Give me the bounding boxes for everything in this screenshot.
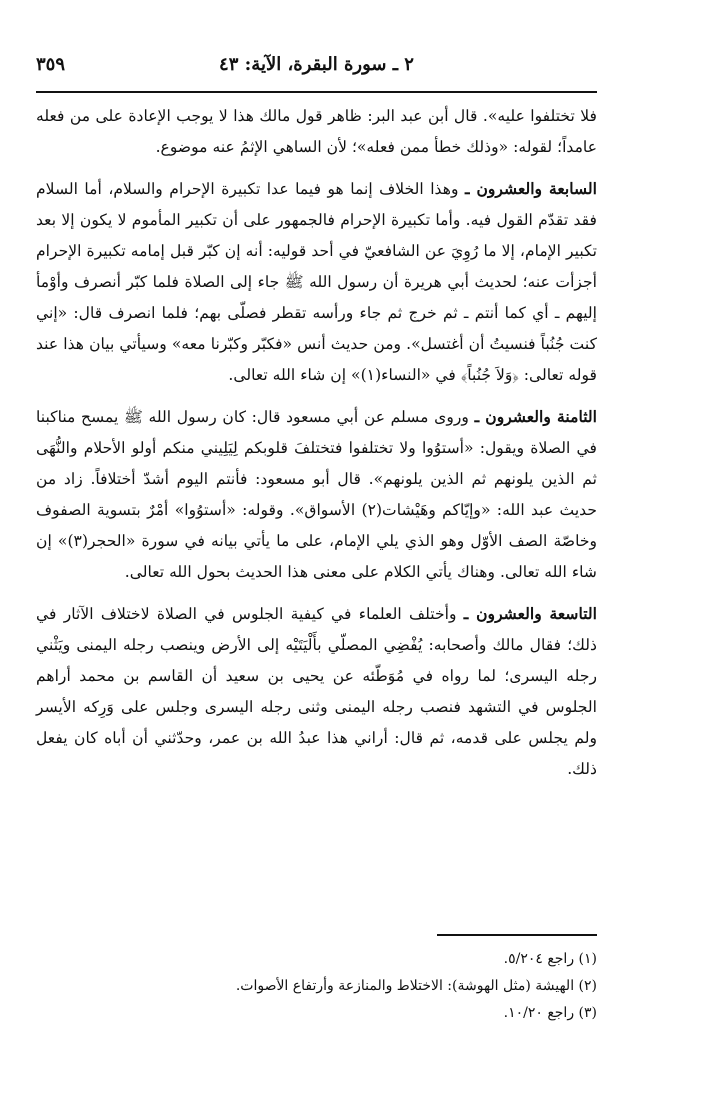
footnotes: [36, 946, 597, 1027]
paragraph-3: [36, 401, 597, 588]
header-rule: [36, 91, 597, 93]
footnote-2: (٢) الهيشة (مثل الهوشة): الاختلاط والمنازعة وأرتفاع الأصوات.: [235, 978, 597, 994]
running-header: [36, 48, 597, 88]
paragraph-4: [36, 598, 597, 785]
footnote-3: (٣) راجع ١٠/٢٠.: [503, 1005, 597, 1021]
paragraph-2: [36, 173, 597, 391]
paragraph-3-text: وروى مسلم عن أبي مسعود قال: كان رسول الله ﷺ يمسح مناكبنا في الصلاة ويقول: «أستوُوا ولا تختلفوا فتختلفَ قلوبكم لِيَلِيني منكم أولو الأحلام والنُّهَى ثم الذين يلونهم ثم الذين يلونهم». قال أبو مسعود: فأنتم اليوم أشدّ أختلافاً. زاد من حديث عبد الله: «وإيّاكم وهَيْشات(٢) الأسواق». وقوله: «أستوُوا» أمْرٌ بتسوية الصفوف وخاصّة الصف الأوّل وهو الذي يلي الإمام، على ما يأتي بيانه في سورة «الحجر(٣)» إن شاء الله تعالى. وهناك يأتي الكلام على معنى هذا الحديث بحول الله تعالى.: [36, 408, 598, 581]
paragraph-1: [36, 101, 597, 163]
footnote-rule: [437, 934, 597, 936]
paragraph-2-lead: السابعة والعشرون ـ: [464, 179, 597, 198]
footnote-1: (١) راجع ٥/٢٠٤.: [503, 951, 597, 967]
paragraph-1-text: فلا تختلفوا عليه». قال أبن عبد البر: ظاهر قول مالك هذا لا يوجب الإعادة على من فعله عامداً؛ لقوله: «وذلك خطأ ممن فعله»؛ لأن الساهي الإثمُ عنه موضوع.: [36, 107, 597, 156]
chapter-title: ٢ ـ سورة البقرة، الآية: ٤٣: [219, 54, 414, 75]
paragraph-4-text: وأختلف العلماء في كيفية الجلوس في الصلاة لاختلاف الآثار في ذلك؛ فقال مالك وأصحابه: يُفْضِي المصلّي بأَلْيَتَيْه إلى الأرض وينصب رجله اليمنى ويَثْني رجله اليسرى؛ لما رواه في مُوَطّئه عن يحيى بن سعيد أن القاسم بن محمد أراهم الجلوس في التشهد فنصب رجله اليمنى وثنى رجله اليسرى وجلس على وَرِكه الأيسر ولم يجلس على قدمه، ثم قال: أراني هذا عبدُ الله بن عمر، وحدّثني أن أباه كان يفعل ذلك.: [36, 605, 597, 778]
paragraph-2-text: وهذا الخلاف إنما هو فيما عدا تكبيرة الإحرام والسلام، أما السلام فقد تقدّم القول فيه. وأما تكبيرة الإحرام فالجمهور على أن تكبير المأموم لا يكون إلا بعد تكبير الإمام، إلا ما رُوِيَ عن الشافعيّ في أحد قوليه: أنه إن كبّر قبل إمامه تكبيرة الإحرام أجزأت عنه؛ لحديث أبي هريرة أن رسول الله ﷺ جاء إلى الصلاة فلما كبّر أنصرف وأوْمأ إليهم ـ أي كما أنتم ـ ثم خرج ثم جاء ورأسه تقطر فصلّى بهم؛ فلما انصرف قال: «إني كنت جُنُباً فنسيتُ أن أغتسل». ومن حديث أنس «فكبّر وكبّرنا معه» وسيأتي بيان هذا عند قوله تعالى: ﴿وَلاَ جُنُباً﴾ في «النساء(١)» إن شاء الله تعالى.: [36, 180, 597, 384]
paragraph-3-lead: الثامنة والعشرون ـ: [474, 407, 597, 426]
main-text: [36, 101, 597, 795]
page-number: ٣٥٩: [36, 54, 66, 75]
paragraph-4-lead: التاسعة والعشرون ـ: [463, 604, 597, 623]
